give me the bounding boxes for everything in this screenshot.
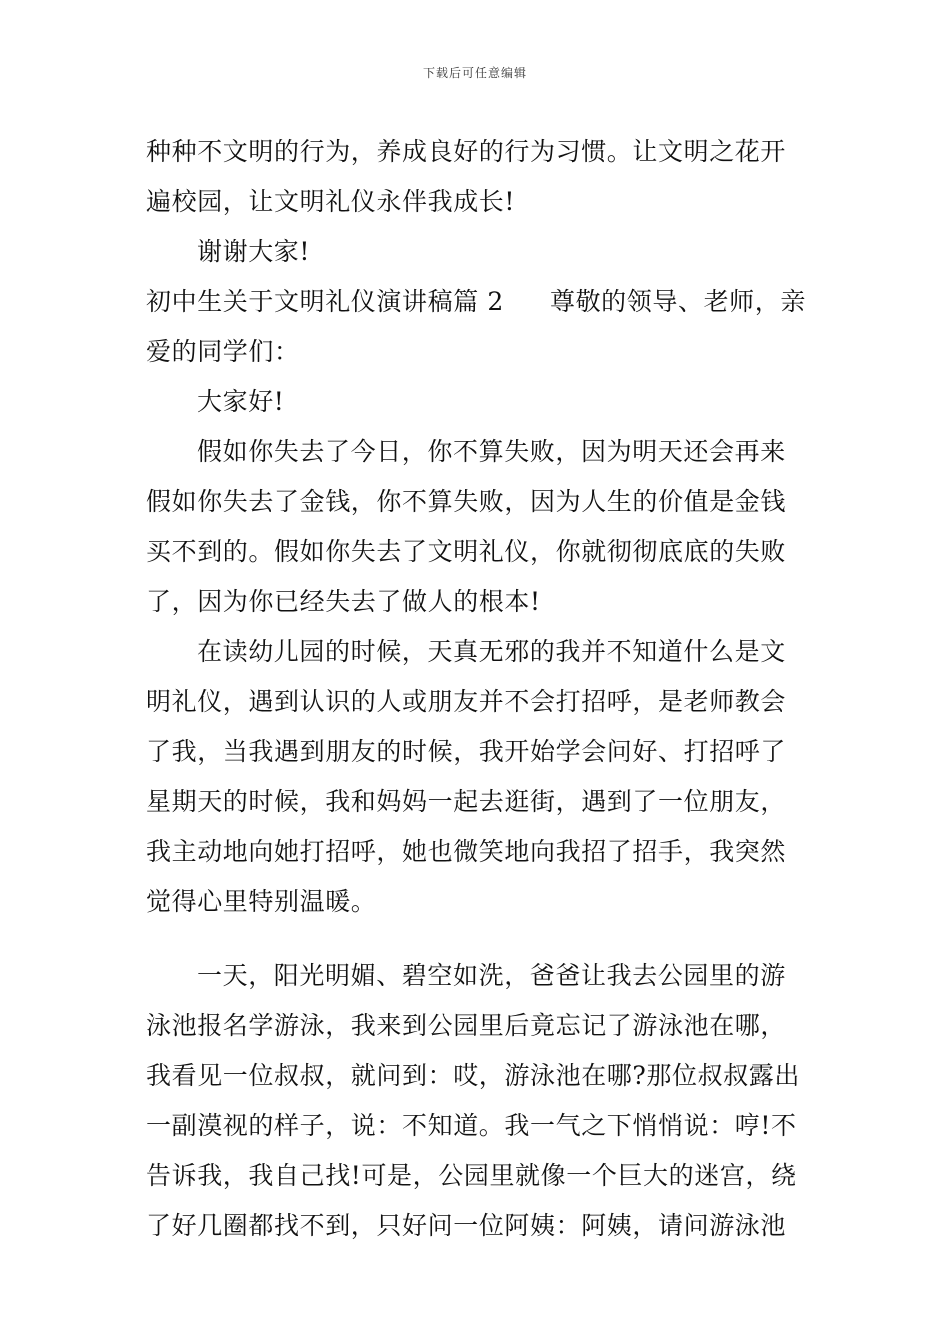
text-line: 大家好! [197,387,285,416]
text-line: 一天，阳光明媚、碧空如洗，爸爸让我去公园里的游 [197,961,786,990]
text-line: 种种不文明的行为，养成良好的行为习惯。让文明之花开 [146,137,787,166]
text-line: 泳池报名学游泳，我来到公园里后竟忘记了游泳池在哪， [146,1011,787,1040]
text-line: 星期天的时候，我和妈妈一起去逛街，遇到了一位朋友， [146,787,787,816]
text-line: 我主动地向她打招呼，她也微笑地向我招了招手，我突然 [146,837,787,866]
text-line: 了我，当我遇到朋友的时候，我开始学会问好、打招呼了 [146,737,787,766]
text-line: 我看见一位叔叔，就问到：哎，游泳池在哪?那位叔叔露出 [146,1061,801,1090]
text-line: 觉得心里特别温暖。 [146,887,377,916]
document-body [146,127,806,1251]
text-line: 了好几圈都找不到，只好问一位阿姨：阿姨，请问游泳池 [146,1211,787,1240]
text-line: 了，因为你已经失去了做人的根本! [146,587,541,616]
section-title: 初中生关于文明礼仪演讲稿篇 2 [146,287,504,316]
text-line: 假如你失去了今日，你不算失败，因为明天还会再来 [197,437,786,466]
text-line: 明礼仪，遇到认识的人或朋友并不会打招呼，是老师教会 [146,687,787,716]
text-line: 遍校园，让文明礼仪永伴我成长! [146,187,516,216]
paragraph-gap [146,927,806,951]
text-line: 爱的同学们： [146,337,300,366]
text-line: 一副漠视的样子，说：不知道。我一气之下悄悄说：哼!不 [146,1111,797,1140]
text-line: 买不到的。假如你失去了文明礼仪，你就彻彻底底的失败 [146,537,787,566]
section-heading-line [146,277,806,327]
header-note: 下载后可任意编辑 [422,66,527,80]
section-greeting-start: 尊敬的领导、老师，亲 [549,287,806,316]
text-line: 假如你失去了金钱，你不算失败，因为人生的价值是金钱 [146,487,787,516]
text-line: 在读幼儿园的时候，天真无邪的我并不知道什么是文 [197,637,786,666]
text-line: 谢谢大家! [197,237,311,266]
text-line: 告诉我，我自己找!可是，公园里就像一个巨大的迷宫，绕 [146,1161,797,1190]
